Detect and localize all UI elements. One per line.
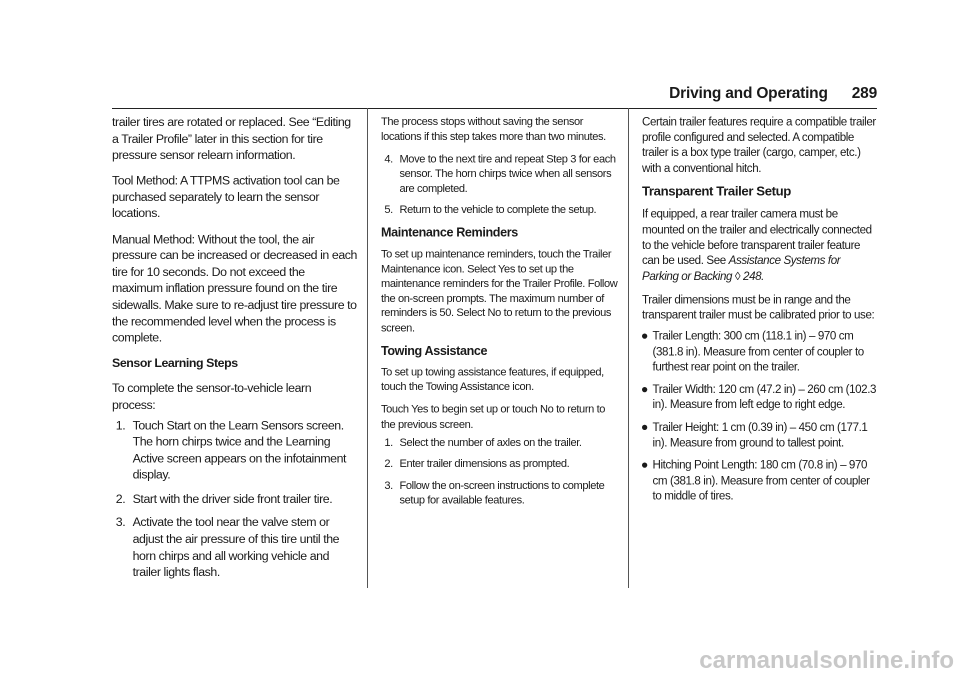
- bullet-icon: [642, 425, 647, 430]
- bullet-list: [642, 328, 877, 504]
- step-text: Return to the vehicle to complete the setup.: [399, 203, 597, 216]
- step-number: 2.: [384, 457, 393, 470]
- step-number: 2.: [115, 491, 126, 506]
- paragraph: Tool Method: A TTPMS activation tool can be purchased separately to learn the sensor locations.: [112, 173, 340, 221]
- paragraph: To set up maintenance reminders, touch the Trailer Maintenance icon. Select Yes to set up the maintenance reminders for the Trailer Profile. Follow the on-screen prompts. The maximum number of reminders is 50. Select No to return to the previous screen.: [381, 247, 618, 334]
- paragraph: To set up towing assistance features, if equipped, touch the Towing Assistance icon.: [381, 365, 604, 393]
- paragraph: Touch Yes to begin set up or touch No to return to the previous screen.: [381, 402, 606, 431]
- list-item: [381, 435, 618, 450]
- paragraph: Manual Method: Without the tool, the air pressure can be increased or decreased in each tire for 10 seconds. Do not exceed the maximum inflation pressure found on the tire sidewalls. Make sure to re-adjust tire pressure to the recommended level when the process is complete.: [112, 231, 358, 345]
- list-item: [381, 456, 618, 471]
- step-number: 1.: [115, 417, 126, 433]
- step-text: Move to the next tire and repeat Step 3 for each sensor. The horn chirps twice when all sensors are completed.: [399, 152, 616, 195]
- step-number: 3.: [384, 478, 393, 492]
- column-left: [112, 114, 357, 588]
- step-text: Enter trailer dimensions as prompted.: [399, 457, 570, 470]
- subheading: Sensor Learning Steps: [112, 355, 238, 370]
- bullet-icon: [642, 463, 647, 468]
- header-rule: [112, 108, 877, 109]
- paragraph: trailer tires are rotated or replaced. See “Editing a Trailer Profile” later in this section for tire pressure sensor relearn information.: [112, 114, 351, 162]
- steps-list: [381, 151, 618, 217]
- page-header: [669, 85, 877, 103]
- section-heading: Towing Assistance: [381, 343, 488, 358]
- paragraph: [642, 206, 877, 283]
- bullet-text: Hitching Point Length: 180 cm (70.8 in) – 970 cm (381.8 in). Measure from center of coupler to middle of tires.: [652, 458, 870, 503]
- bullet-text: Trailer Height: 1 cm (0.39 in) – 450 cm (177.1 in). Measure from ground to tallest point.: [652, 420, 868, 449]
- list-item: [642, 382, 877, 413]
- page-number: 289: [851, 85, 877, 102]
- step-continuation: The process stops without saving the sensor locations if this step takes more than two minutes.: [381, 114, 606, 143]
- list-item: [381, 151, 618, 195]
- list-item: [381, 478, 618, 508]
- step-number: 4.: [384, 152, 393, 165]
- step-number: 3.: [115, 515, 126, 530]
- paragraph-text: If equipped, a rear trailer camera must be mounted on the trailer and electrically connected to the vehicle before transparent trailer feature can be used. See: [642, 207, 872, 267]
- section-heading: Transparent Trailer Setup: [642, 184, 791, 200]
- column-divider: [628, 108, 629, 588]
- step-text: Follow the on-screen instructions to complete setup for available features.: [399, 478, 605, 507]
- list-item: [642, 328, 877, 374]
- steps-list: [381, 435, 618, 507]
- section-heading: Maintenance Reminders: [381, 225, 518, 240]
- list-item: [642, 419, 877, 450]
- step-text: Touch Start on the Learn Sensors screen. The horn chirps twice and the Learning Active screen appears on the infotainment display.: [132, 417, 347, 482]
- section-title: Driving and Operating: [669, 85, 828, 102]
- list-item: [112, 417, 357, 483]
- paragraph: Trailer dimensions must be in range and the transparent trailer must be calibrated prior to use:: [642, 292, 875, 322]
- page-reference[interactable]: 248.: [743, 269, 764, 283]
- watermark: carmanualsonline.info: [699, 647, 954, 674]
- bullet-text: Trailer Length: 300 cm (118.1 in) – 970 cm (381.8 in). Measure from center of coupler to furthest rear point on the trailer.: [652, 329, 864, 374]
- step-number: 1.: [384, 435, 393, 449]
- column-middle: [381, 114, 618, 514]
- column-right: [642, 114, 877, 511]
- column-divider: [367, 108, 368, 588]
- page-ref-arrow-icon: ◊: [734, 269, 741, 283]
- list-item: [112, 490, 357, 506]
- step-number: 5.: [384, 203, 393, 216]
- bullet-icon: [642, 387, 647, 392]
- list-item: [642, 457, 877, 503]
- step-text: Activate the tool near the valve stem or adjust the air pressure of this tire until the horn chirps and all working vehicle and trailer lights flash.: [132, 515, 340, 579]
- step-text: Start with the driver side front trailer tire.: [132, 491, 333, 506]
- steps-list: [112, 417, 357, 580]
- cross-reference-link[interactable]: Assistance Systems for Parking or Backing: [642, 253, 841, 283]
- step-text: Select the number of axles on the trailer.: [399, 435, 582, 449]
- list-item: [112, 514, 357, 580]
- list-item: [381, 202, 618, 217]
- paragraph: To complete the sensor-to-vehicle learn process:: [112, 381, 312, 412]
- bullet-text: Trailer Width: 120 cm (47.2 in) – 260 cm (102.3 in). Measure from left edge to right edge.: [652, 382, 877, 412]
- bullet-icon: [642, 333, 647, 338]
- paragraph: Certain trailer features require a compatible trailer profile configured and selected. A compatible trailer is a box type trailer (cargo, camper, etc.) with a conventional hitch.: [642, 114, 876, 175]
